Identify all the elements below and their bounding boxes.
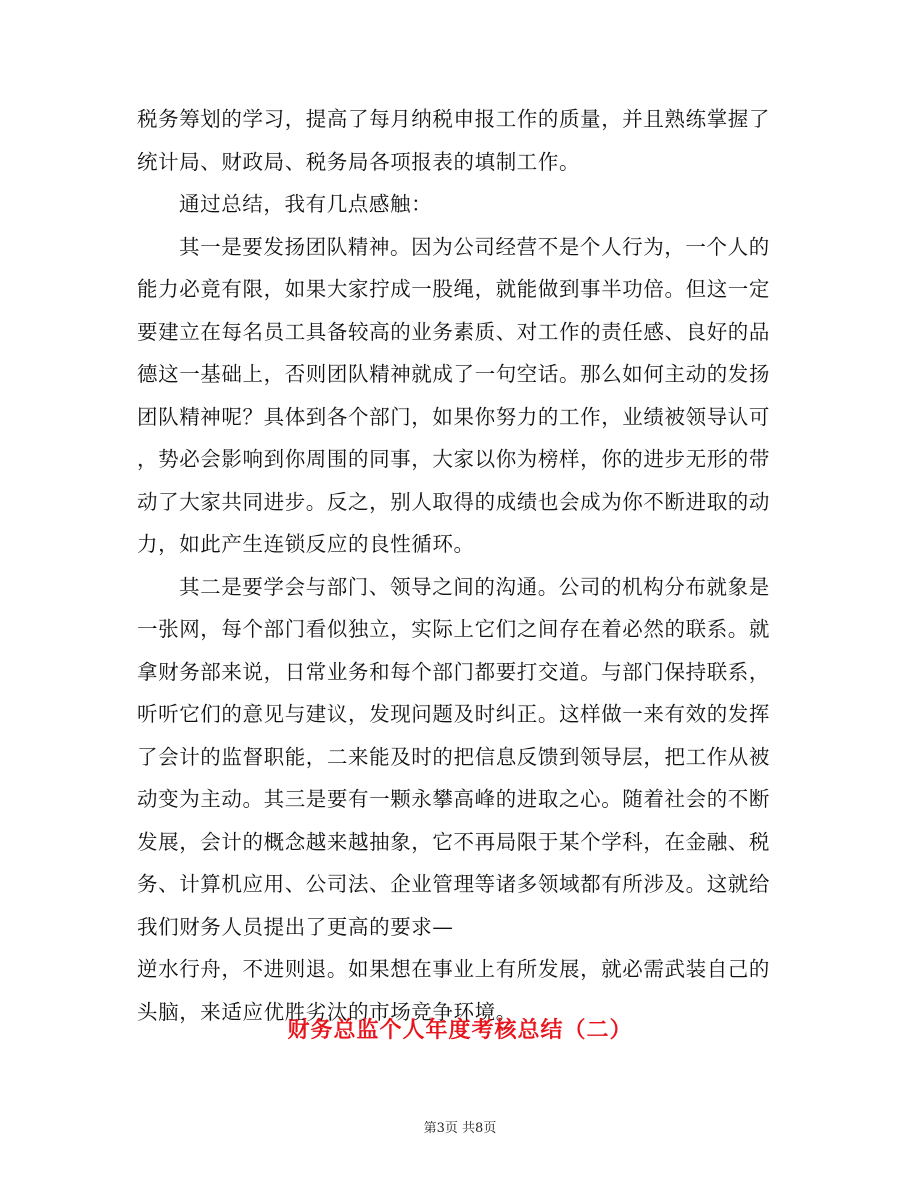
text-line: 头脑，来适应优胜劣汰的市场竞争环境。 [137, 999, 517, 1024]
text-line: 逆水行舟，不进则退。如果想在事业上有所发展，就必需武装自己的 [137, 957, 770, 981]
text-line: 统计局、财政局、税务局各项报表的填制工作。 [137, 149, 581, 174]
text-line: 听听它们的意见与建议，发现问题及时纠正。这样做一来有效的发挥 [137, 702, 770, 726]
document-body [137, 98, 787, 1033]
text-line: 动变为主动。其三是要有一颗永攀高峰的进取之心。随着社会的不断 [137, 787, 770, 811]
text-line: 能力必竟有限，如果大家拧成一股绳，就能做到事半功倍。但这一定 [137, 277, 770, 301]
text-line: 我们财务人员提出了更高的要求— [137, 914, 454, 939]
page-number-footer: 第3页 共8页 [423, 1121, 497, 1136]
text-line: 了会计的监督职能，二来能及时的把信息反馈到领导层，把工作从被 [137, 744, 770, 769]
text-line: 动了大家共同进步。反之，别人取得的成绩也会成为你不断进取的动 [137, 489, 770, 514]
text-line: 其一是要发扬团队精神。因为公司经营不是个人行为，一个人的 [179, 234, 770, 259]
text-line: 力，如此产生连锁反应的良性循环。 [137, 532, 475, 556]
text-line: 其二是要学会与部门、领导之间的沟通。公司的机构分布就象是 [179, 574, 770, 599]
text-line: ，势必会影响到你周围的同事，大家以你为榜样，你的进步无形的带 [137, 447, 770, 471]
section-heading: 财务总监个人年度考核总结（二） [287, 1017, 633, 1043]
text-line: 拿财务部来说，日常业务和每个部门都要打交道。与部门保持联系， [137, 659, 770, 684]
text-line: 务、计算机应用、公司法、企业管理等诸多领域都有所涉及。这就给 [137, 872, 770, 896]
text-line: 税务筹划的学习，提高了每月纳税申报工作的质量，并且熟练掌握了 [137, 107, 770, 131]
text-line: 发展，会计的概念越来越抽象，它不再局限于某个学科，在金融、税 [137, 829, 770, 854]
text-line: 要建立在每名员工具备较高的业务素质、对工作的责任感、良好的品 [137, 319, 770, 344]
text-line: 团队精神呢？具体到各个部门，如果你努力的工作，业绩被领导认可 [137, 404, 770, 429]
text-line: 德这一基础上，否则团队精神就成了一句空话。那么如何主动的发扬 [137, 362, 770, 386]
text-line: 通过总结，我有几点感触： [179, 192, 433, 216]
text-line: 一张网，每个部门看似独立，实际上它们之间存在着必然的联系。就 [137, 617, 770, 641]
